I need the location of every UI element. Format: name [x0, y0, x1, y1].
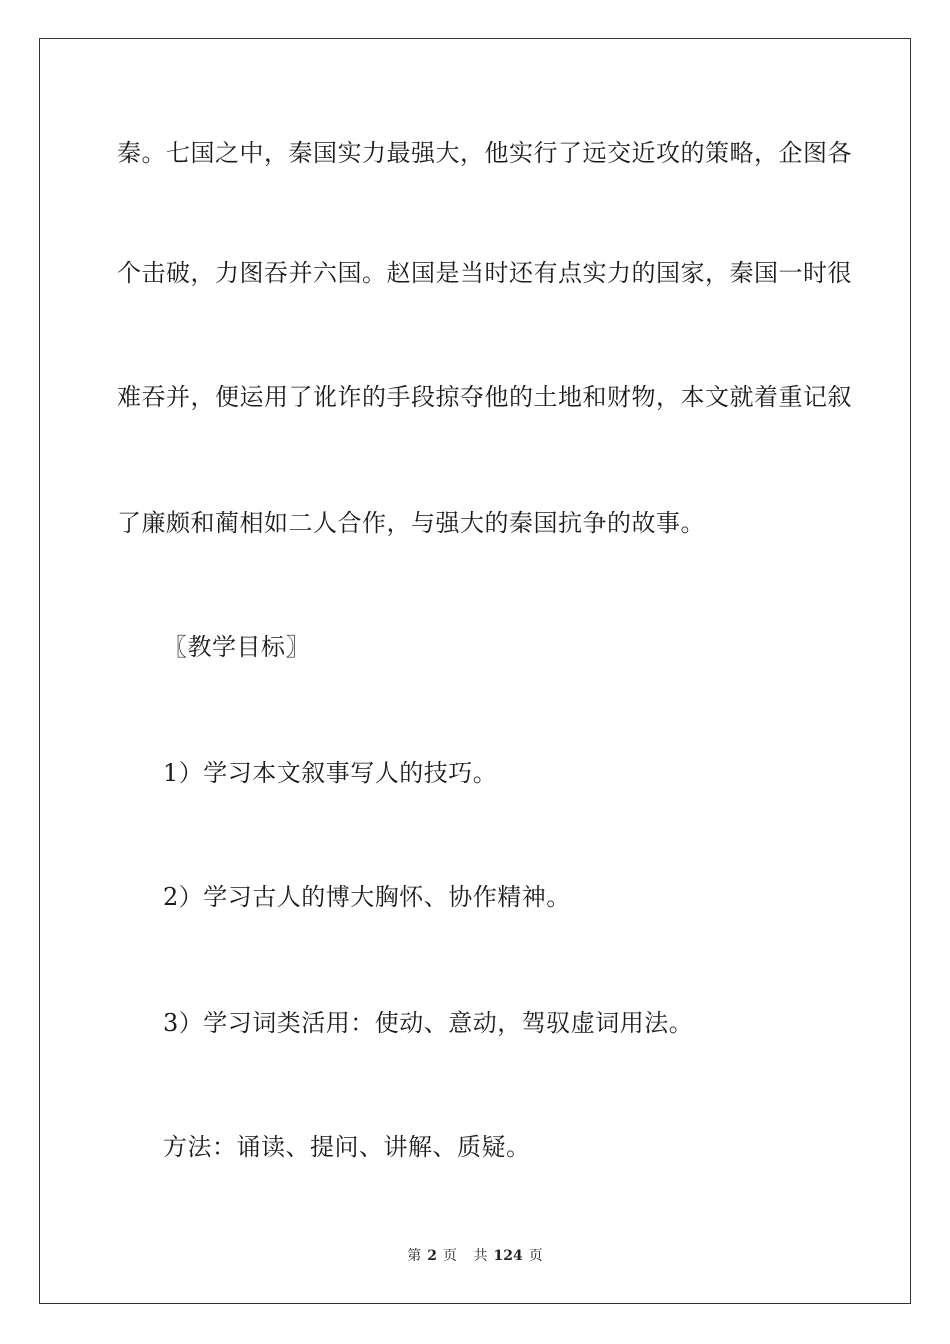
- goal-item-2: 2）学习古人的博大胸怀、协作精神。: [163, 883, 571, 911]
- page-suffix: 页: [443, 1248, 458, 1264]
- paragraph-line-1: 秦。七国之中，秦国实力最强大，他实行了远交近攻的策略，企图各: [117, 139, 852, 167]
- page-footer: [0, 1246, 950, 1266]
- paragraph-line-4: 了廉颇和蔺相如二人合作，与强大的秦国抗争的故事。: [117, 509, 705, 537]
- total-indicator: [470, 1248, 545, 1264]
- goal-item-1: 1）学习本文叙事写人的技巧。: [163, 759, 498, 787]
- page-border: [39, 38, 911, 1304]
- paragraph-line-3: 难吞并，便运用了讹诈的手段掠夺他的土地和财物，本文就着重记叙: [117, 383, 852, 411]
- total-pages-number: 124: [493, 1248, 523, 1264]
- current-page-number: 2: [427, 1248, 438, 1264]
- total-prefix: 共: [473, 1248, 488, 1264]
- page-prefix: 第: [407, 1248, 422, 1264]
- methods-line: 方法：诵读、提问、讲解、质疑。: [163, 1133, 531, 1161]
- paragraph-line-2: 个击破，力图吞并六国。赵国是当时还有点实力的国家，秦国一时很: [117, 259, 852, 287]
- goal-item-3: 3）学习词类活用：使动、意动，驾驭虚词用法。: [163, 1009, 694, 1037]
- page-indicator: [404, 1248, 460, 1264]
- total-suffix: 页: [528, 1248, 543, 1264]
- section-heading: 〖教学目标〗: [163, 633, 310, 661]
